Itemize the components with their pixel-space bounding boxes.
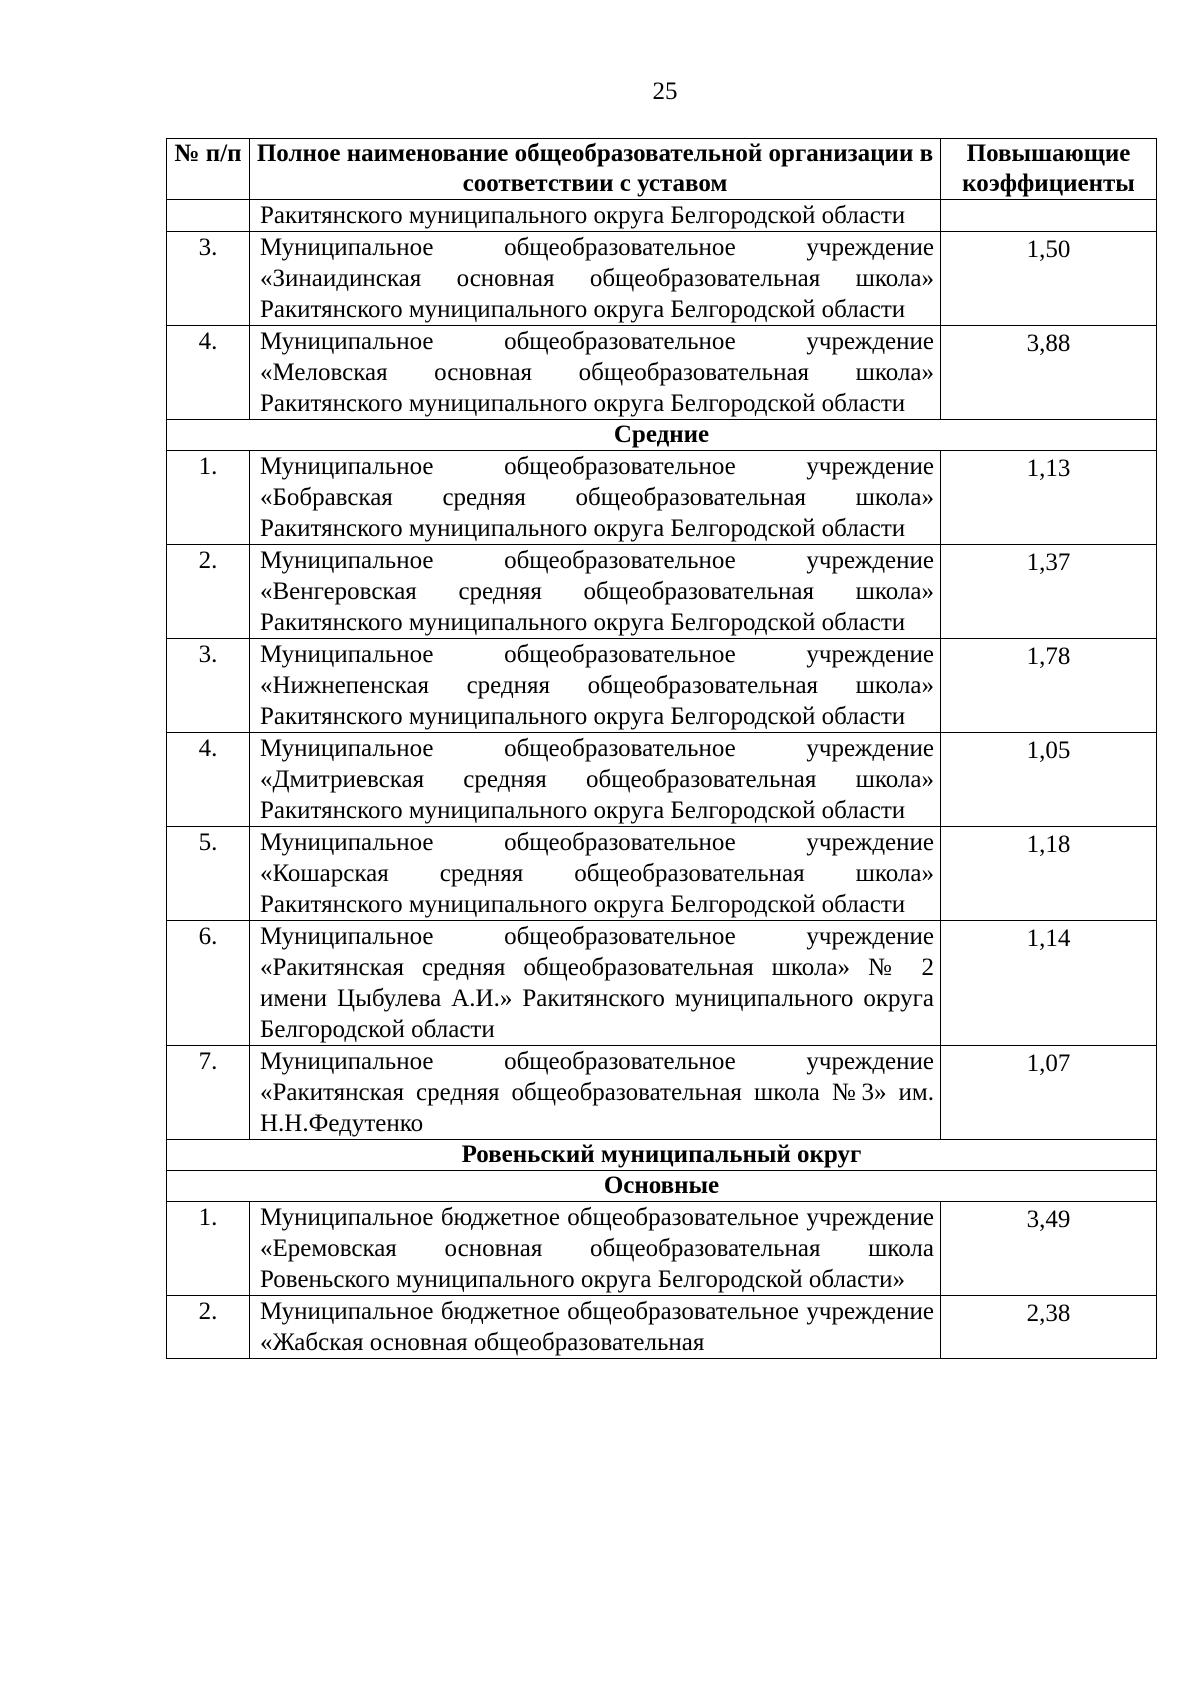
table-row [167,827,1157,921]
coefficient-value: 3,49 [941,1202,1157,1296]
coefficient-value: 1,07 [941,1046,1157,1140]
table-row [167,232,1157,326]
organization-name: Муниципальное бюджетное общеобразовательное учреждение «Жабская основная общеобразовательная [250,1296,941,1359]
section-label: Средние [167,420,1157,451]
row-number: 5. [167,827,250,921]
row-number: 4. [167,326,250,420]
table-row [167,639,1157,733]
row-number: 1. [167,1202,250,1296]
coefficient-value: 3,88 [941,326,1157,420]
row-number: 1. [167,451,250,545]
coefficient-value: 1,18 [941,827,1157,921]
coefficient-value: 1,78 [941,639,1157,733]
section-row [167,1140,1157,1171]
header-name: Полное наименование общеобразовательной организации в соответствии с уставом [250,139,941,200]
table-row [167,921,1157,1046]
coefficient-value [941,200,1157,232]
header-coef: Повышающие коэффициенты [941,139,1157,200]
organization-name: Муниципальное общеобразовательное учреждение «Зинаидинская основная общеобразовательная школа» Ракитянского муниципального округа Белгородской области [250,232,941,326]
table-row [167,326,1157,420]
row-number: 3. [167,639,250,733]
row-number [167,200,250,232]
section-row [167,420,1157,451]
row-number: 7. [167,1046,250,1140]
coefficient-value: 1,05 [941,733,1157,827]
table-row [167,545,1157,639]
section-label: Основные [167,1171,1157,1202]
row-number: 6. [167,921,250,1046]
row-number: 3. [167,232,250,326]
row-number: 2. [167,1296,250,1359]
header-num: № п/п [167,139,250,200]
organization-name: Муниципальное бюджетное общеобразовательное учреждение «Еремовская основная общеобразовательная школа Ровеньского муниципального округа Белгородской области» [250,1202,941,1296]
table-row [167,733,1157,827]
organization-name: Муниципальное общеобразовательное учреждение «Ракитянская средняя общеобразовательная школа №3» им. Н.Н.Федутенко [250,1046,941,1140]
table-row [167,200,1157,232]
organization-name: Муниципальное общеобразовательное учреждение «Венгеровская средняя общеобразовательная школа» Ракитянского муниципального округа Белгородской области [250,545,941,639]
section-label: Ровеньский муниципальный округ [167,1140,1157,1171]
coefficients-table [166,138,1157,1359]
coefficient-value: 1,13 [941,451,1157,545]
organization-name: Муниципальное общеобразовательное учреждение «Дмитриевская средняя общеобразовательная школа» Ракитянского муниципального округа Белгородской области [250,733,941,827]
organization-name: Муниципальное общеобразовательное учреждение «Ракитянская средняя общеобразовательная школа» № 2 имени Цыбулева А.И.» Ракитянского муниципального округа Белгородской области [250,921,941,1046]
table-body [167,200,1157,1359]
organization-name: Муниципальное общеобразовательное учреждение «Меловская основная общеобразовательная школа» Ракитянского муниципального округа Белгородской области [250,326,941,420]
organization-name: Ракитянского муниципального округа Белгородской области [250,200,941,232]
table-row [167,1296,1157,1359]
table-row [167,1046,1157,1140]
table-header-row [167,139,1157,200]
coefficient-value: 1,37 [941,545,1157,639]
coefficient-value: 1,50 [941,232,1157,326]
organization-name: Муниципальное общеобразовательное учреждение «Кошарская средняя общеобразовательная школа» Ракитянского муниципального округа Белгородской области [250,827,941,921]
row-number: 4. [167,733,250,827]
table-row [167,1202,1157,1296]
coefficient-value: 2,38 [941,1296,1157,1359]
organization-name: Муниципальное общеобразовательное учреждение «Бобравская средняя общеобразовательная школа» Ракитянского муниципального округа Белгородской области [250,451,941,545]
coefficient-value: 1,14 [941,921,1157,1046]
organization-name: Муниципальное общеобразовательное учреждение «Нижнепенская средняя общеобразовательная школа» Ракитянского муниципального округа Белгородской области [250,639,941,733]
row-number: 2. [167,545,250,639]
page-number: 25 [652,78,678,105]
table-row [167,451,1157,545]
section-row [167,1171,1157,1202]
